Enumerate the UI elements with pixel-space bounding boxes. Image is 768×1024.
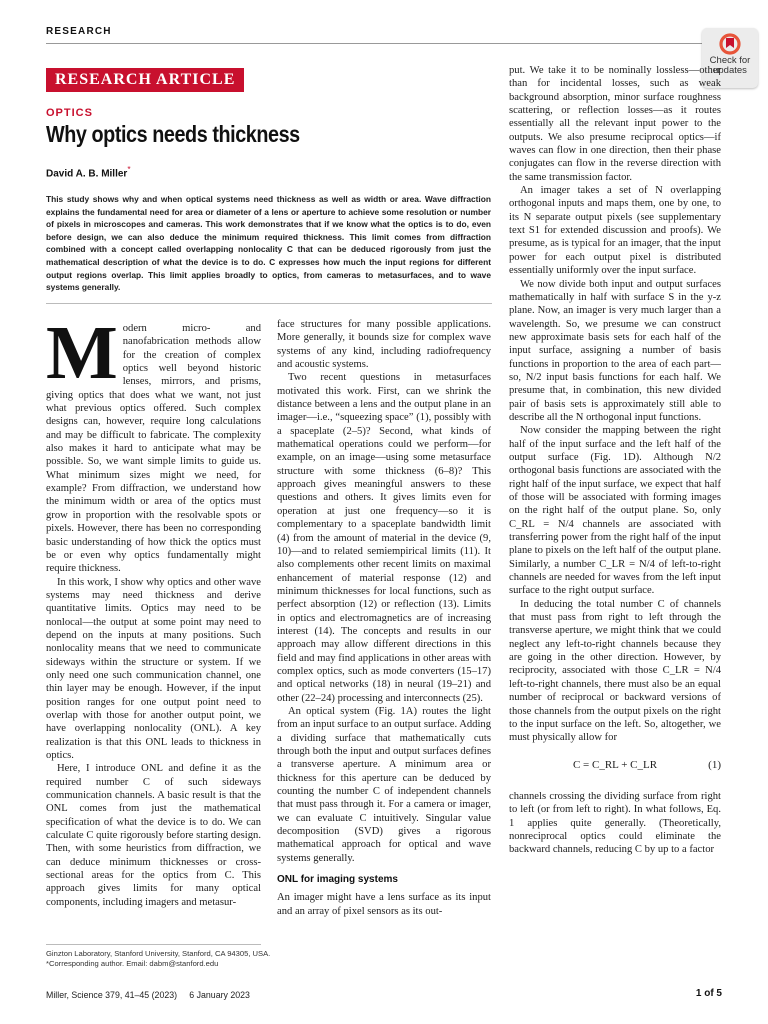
subject-kicker: OPTICS xyxy=(46,107,93,119)
body-column-2 xyxy=(277,318,491,943)
drop-cap: M xyxy=(46,322,118,395)
paragraph: Here, I introduce ONL and define it as the required number C of such sideways communication channels. A basic result is that the ONL comes from just the mathematical specification of what the device is to do. We can calculate C quite rigorously before starting design. Then, with some heuristics from diffraction, we can deduce minimum thicknesses or cross-sectional areas for the optics from C. This approach gives limits for many optical components, including imagers and metasur- xyxy=(46,763,261,908)
corresponding-author[interactable]: *Corresponding author. Email: dabm@stanford.edu xyxy=(46,959,219,968)
article-title: Why optics needs thickness xyxy=(46,121,300,147)
paragraph: In this work, I show why optics and other wave systems may need thickness and derive quantitative limits. Optics may need to be nonlocal—the output at some point may need to depend on the inputs at many positions. Such nonlocality means that we need to communicate sideways within the structure or system. If we only need one such communication channel, one thin layer may be enough. However, if the input position ranges for one output point need to overlap with those for another output point, we have overlapping nonlocality (ONL). A key realization is that this ONL leads to thickness in optics. xyxy=(46,576,261,761)
affiliation-block xyxy=(46,949,276,969)
paragraph: In deducing the total number C of channels that must pass from right to left through the transverse aperture, we might think that we could neglect any left-to-right channels because they are going in the other direction. However, by reciprocity, associated with those C_LR = N/4 left-to-right channels, there must also be an equal number of reciprocal or backward versions of those channels from the output pixels on the right to the input surface on the left. So, altogether, we must physically allow for xyxy=(509,598,721,744)
author-name[interactable]: David A. B. Miller xyxy=(46,168,128,180)
paragraph: An imager might have a lens surface as its input and an array of pixel sensors as its out- xyxy=(277,892,491,917)
paragraph: face structures for many possible applications. More generally, it bounds size for complex wave systems of any kind, including radiofrequency and acoustic systems. xyxy=(277,319,491,371)
paragraph xyxy=(46,322,261,576)
affiliation-text: Ginzton Laboratory, Stanford University, Stanford, CA 94305, USA. xyxy=(46,949,271,958)
footer-citation: Miller, Science 379, 41–45 (2023) 6 January 2023 xyxy=(46,990,250,1000)
body-column-1 xyxy=(46,322,261,942)
body-column-3 xyxy=(509,64,721,1022)
author-mark: * xyxy=(127,164,131,174)
paragraph-text: odern micro- and nanofabrication methods allow for the creation of complex optics well beyond historic lenses, mirrors, and prisms, giving optics that does what we want, not just what previous optics offered. Such complex designs can, however, require long calculations and may be difficult to fabricate. The complexity also makes it hard to anticipate what may be possible. So, we want simple limits to guide us. What minimum sizes might we need, for example? From diffraction, we understand how the minimum width or area of the optics must grow in proportion with the resolvable spots or pixels. However, there has been no corresponding basic understanding of how thick the optics must be or even why optics fundamentally might require thickness. xyxy=(46,323,261,575)
equation-1 xyxy=(509,759,721,772)
section-label: RESEARCH xyxy=(46,26,112,37)
badge-line-2: updates xyxy=(713,65,747,76)
affiliation-divider xyxy=(46,944,261,945)
abstract-divider xyxy=(46,303,492,304)
paragraph: Now consider the mapping between the right half of the input surface and the left half of the output surface (Fig. 1D). Although N/2 orthogonal basis functions are associated with the right half of the input surface, we expect that half of those will be associated with forming images on the right half of the output plane. So, only C_RL = N/4 channels are associated with transferring power from the right half of the input plane to pixels on the left half of the output plane. Similarly, a number C_LR = N/4 of left-to-right channels are needed for waves from the left input surface to the right output surface. xyxy=(509,425,721,597)
paragraph: An optical system (Fig. 1A) routes the light from an input surface to an output surface. Adding a dividing surface that mathematically cuts through both the input and output surfaces defines a transverse aperture. A minimum area or thickness for this aperture can be deduced by counting the number C of independent channels that must pass through it. For a camera or imager, we can evaluate C intuitively. Singular value decomposition (SVD) gives a rigorous mathematical approach for optical and wave systems generally. xyxy=(277,705,491,864)
badge-line-1: Check for xyxy=(709,55,751,66)
article-type-banner: RESEARCH ARTICLE xyxy=(46,68,244,92)
paragraph: Two recent questions in metasurfaces motivated this work. First, can we shrink the distance between a lens and the output plane in an imager—i.e., “squeezing space” (1), possibly with a spaceplate (2–5)? Second, what kinds of mathematical operations could we perform—for example, on an image—using some metasurface structure with some thickness (6–8)? This approach gives meaningful answers to these questions and others. It gives limits even for operation at just one frequency—so it is complementary to a spaceplate bandwidth limit (4) from the amount of material in the device (9, 10)—and to related semiempirical limits (11). It also complements other recent limits on maximal enhancement of material response (12) and minimum thicknesses for local functions, such as perfect absorption (12) or reflection (13). Limits in optics and electromagnetics are of increasing interest (14). The concepts and results in our approach may allow different directions in this field and may find applications in other areas with complex optics, such as mode converters (15–17) and optical networks (18) in neural (19–21) and other (22–24) processing and interconnects (25). xyxy=(277,372,491,704)
crossmark-icon xyxy=(719,33,741,55)
author-line xyxy=(46,164,131,179)
abstract: This study shows why and when optical systems need thickness as well as width or area. Wave diffraction explains the fundamental need for area or diameter of a lens or aperture to achieve some resolution or number of pixels in microscopes and cameras. This work demonstrates that if we know what the optics is to do, even before design, we can also deduce the minimum required thickness. This limit comes from diffraction combined with a concept called overlapping nonlocality C that can be deduced rigorously from just the mathematical description of what the device is to do. C expresses how much the input regions for different output regions overlap. This limit applies broadly to optics, from cameras to metasurfaces, and to wave systems generally. xyxy=(46,194,491,293)
top-divider xyxy=(46,43,722,44)
section-subhead: ONL for imaging systems xyxy=(277,874,398,886)
paragraph: put. We take it to be nominally lossless—other than for incidental losses, such as weak background absorption, minor surface roughness scattering, or reflection losses—as it routes essentially all the relevant input power to the outputs. We also presume reciprocal optics—if waves can flow in one direction, then their phase conjugates can flow in the reverse direction with the same transmission factor. xyxy=(509,65,721,183)
equation-text: C = C_RL + C_LR xyxy=(572,758,658,771)
equation-number: (1) xyxy=(708,758,721,771)
page-number: 1 of 5 xyxy=(695,988,722,999)
paragraph: We now divide both input and output surfaces mathematically in half with surface S in the y-z plane. Now, an imager is very much larger than a wavelength. So, we presume we can construct new approximate basis sets for each half of the input surface, assigning a number of basis functions in proportion to the area of each part—so, N/2 input basis functions for each half. We presume that, in combination, this new divided pair of basis sets is approximately still able to describe all the N orthogonal input functions. xyxy=(509,278,721,423)
paragraph: An imager takes a set of N overlapping orthogonal inputs and maps them, one by one, to its N separate output pixels (see supplementary text S1 for extended discussion and proofs). We presume, as is typical for an imager, that the input power for each output pixel is distributed essentially uniformly over the input surface. xyxy=(509,185,721,277)
paragraph: channels crossing the dividing surface from right to left (or from left to right). In what follows, Eq. 1 applies quite generally. (Theoretically, nonreciprocal optics could eliminate the backward channels, reducing C by up to a factor xyxy=(509,790,721,856)
